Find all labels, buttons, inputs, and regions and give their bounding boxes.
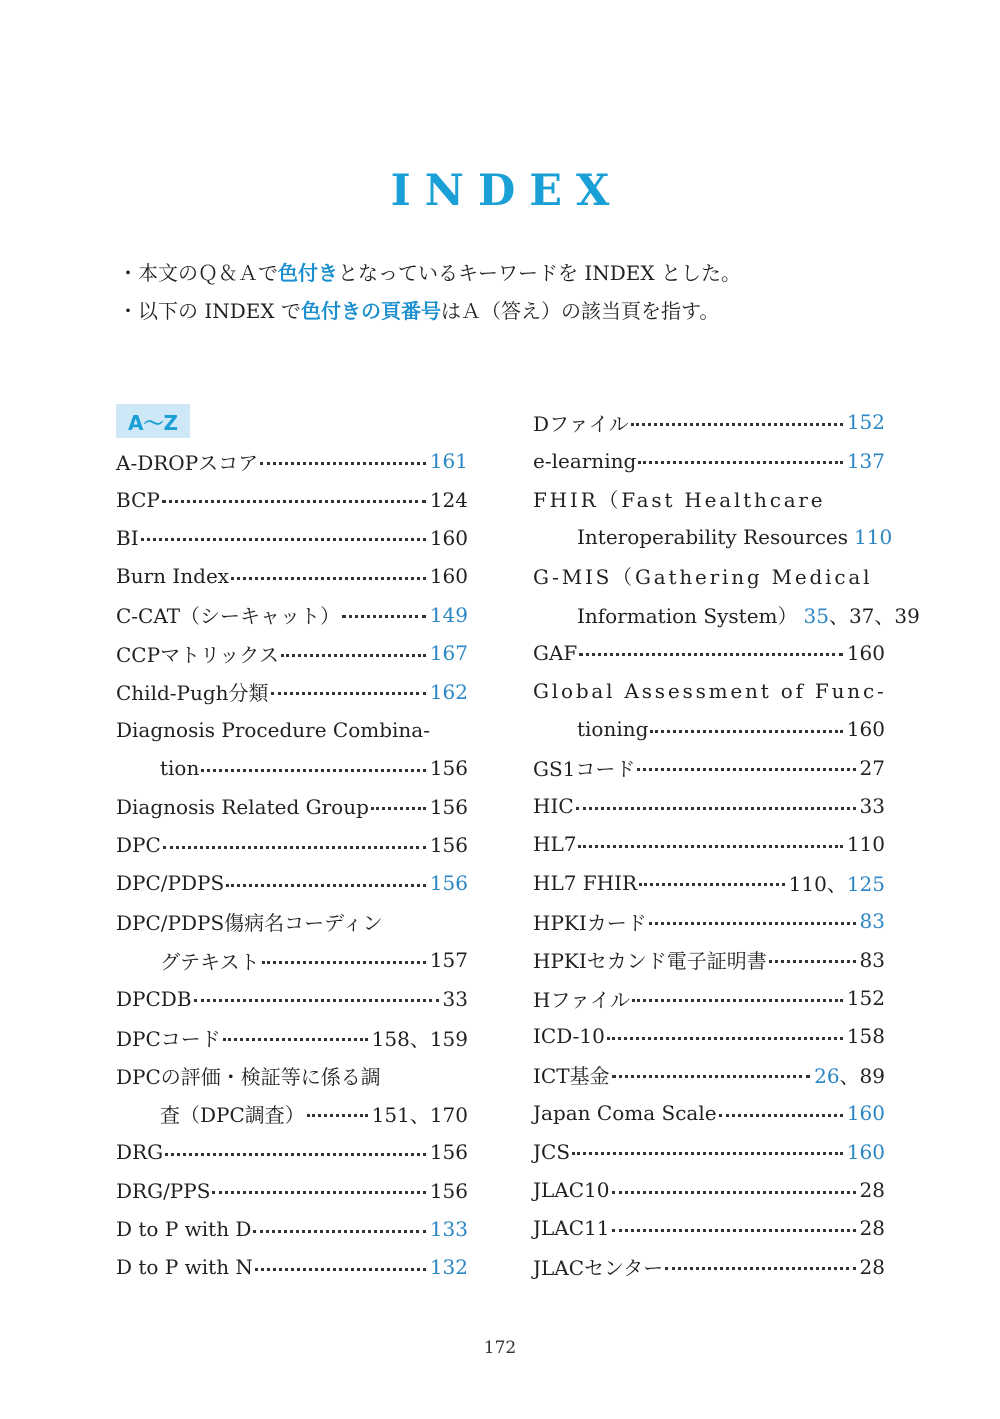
page-ref: 152 (846, 986, 885, 1011)
page-ref: 89 (859, 1064, 885, 1089)
index-term: BCP (116, 487, 160, 512)
page-ref: 110 (788, 872, 827, 897)
page-separator: 、 (409, 1026, 430, 1051)
answer-page-number: 132 (429, 1255, 468, 1280)
page-ref: 158 (846, 1024, 885, 1049)
index-entry (533, 902, 885, 940)
index-pages (430, 488, 468, 512)
intro-line-1 (118, 254, 741, 292)
page-ref: 157 (429, 948, 468, 973)
leader-dots (231, 577, 426, 580)
index-pages (430, 526, 468, 550)
index-entry (116, 903, 468, 941)
index-entry (116, 442, 468, 480)
intro-highlight-text: 色付きの頁番号 (301, 299, 441, 323)
leader-dots (226, 884, 426, 887)
answer-page-number: 110 (854, 525, 893, 550)
page-separator: 、 (409, 1103, 430, 1128)
index-term: DPC/PDPS (116, 871, 225, 896)
index-entry (533, 787, 885, 825)
leader-dots (639, 883, 785, 886)
index-pages (804, 600, 920, 629)
index-entry (533, 1209, 885, 1247)
page-ref: 110 (846, 832, 885, 857)
section-label-a-z: A～Z (116, 404, 190, 438)
index-pages (847, 1140, 885, 1164)
page-ref: 170 (429, 1103, 468, 1128)
index-entry (116, 749, 468, 787)
leader-dots (631, 423, 843, 426)
index-entry (533, 825, 885, 863)
index-term: GAF (533, 640, 578, 665)
index-term: JLAC11 (533, 1216, 610, 1241)
page-ref: 33 (859, 794, 885, 819)
index-term: HPKIカード (533, 910, 647, 935)
page-ref: 160 (846, 717, 885, 742)
answer-page-number: 133 (429, 1217, 468, 1241)
page-number: 172 (483, 1338, 517, 1358)
page-separator: 、 (874, 603, 895, 628)
index-entry (116, 826, 468, 864)
leader-dots (665, 1267, 855, 1270)
leader-dots (162, 500, 426, 503)
page-ref: 159 (429, 1026, 468, 1051)
index-pages (860, 756, 885, 780)
index-term: 査（DPC調査） (160, 1103, 305, 1128)
answer-page-number: 137 (846, 448, 885, 473)
index-entry (533, 979, 885, 1017)
answer-page-number: 83 (859, 909, 885, 934)
page-ref: 160 (429, 525, 468, 550)
index-pages (430, 795, 468, 819)
index-term: DRG (116, 1140, 164, 1165)
answer-page-number: 160 (846, 1139, 885, 1164)
page-ref: 83 (859, 947, 885, 972)
leader-dots (253, 1230, 425, 1233)
page-ref: 28 (859, 1254, 885, 1279)
page-ref: 27 (859, 755, 885, 780)
index-entry (533, 672, 885, 710)
page-ref: 39 (894, 603, 920, 628)
index-term: HL7 FHIR (533, 870, 638, 895)
index-pages (372, 1099, 468, 1128)
index-pages (847, 717, 885, 741)
index-term: Burn Index (116, 564, 230, 589)
index-entry (116, 634, 468, 672)
index-entry (533, 1094, 885, 1132)
index-pages (430, 1217, 468, 1241)
page-ref: 33 (442, 986, 468, 1011)
index-term: tioning (577, 717, 649, 742)
index-term: Diagnosis Procedure Combina- (116, 717, 430, 742)
index-pages (847, 449, 885, 473)
index-entry (116, 1133, 468, 1171)
intro-text: ・以下の INDEX で (118, 299, 301, 323)
index-pages (860, 794, 885, 818)
index-pages (847, 1024, 885, 1048)
index-term: Child-Pugh分類 (116, 681, 269, 706)
index-pages (430, 756, 468, 780)
leader-dots (371, 807, 426, 810)
index-term: BI (116, 525, 139, 550)
index-pages (847, 410, 885, 434)
index-term: JLACセンター (533, 1256, 664, 1281)
index-pages (430, 603, 468, 627)
index-term: ICD-10 (533, 1024, 605, 1049)
index-term: Information System） (577, 603, 798, 628)
index-term: Japan Coma Scale (533, 1101, 717, 1126)
index-pages (847, 1101, 885, 1125)
index-pages (860, 909, 885, 933)
index-pages (847, 832, 885, 856)
index-pages (814, 1060, 885, 1089)
index-entry (533, 864, 885, 902)
leader-dots (165, 1153, 426, 1156)
leader-dots (281, 654, 426, 657)
leader-dots (163, 846, 426, 849)
page-ref: 156 (429, 833, 468, 858)
leader-dots (649, 922, 856, 925)
answer-page-number: 149 (429, 602, 468, 627)
index-term: JCS (533, 1139, 571, 1164)
index-entry (116, 1171, 468, 1209)
index-entry (116, 557, 468, 595)
leader-dots (255, 1268, 426, 1271)
page-ref: 158 (371, 1026, 410, 1051)
answer-page-number: 125 (846, 872, 885, 897)
index-term: GS1コード (533, 757, 636, 782)
index-pages (860, 1216, 885, 1240)
answer-page-number: 167 (429, 641, 468, 666)
index-entry (533, 1248, 885, 1286)
leader-dots (271, 692, 426, 695)
page-title: INDEX (390, 166, 624, 216)
leader-dots (141, 538, 426, 541)
page-ref: 160 (846, 640, 885, 665)
index-term: Hファイル (533, 987, 631, 1012)
leader-dots (212, 1191, 425, 1194)
index-entry (533, 441, 885, 479)
page-separator: 、 (826, 872, 847, 897)
page-ref: 151 (371, 1103, 410, 1128)
index-term: DPCの評価・検証等に係る調 (116, 1064, 381, 1089)
page-ref: 160 (429, 564, 468, 589)
page-ref: 37 (848, 603, 875, 628)
index-entry (116, 864, 468, 902)
index-entry (533, 749, 885, 787)
index-entry (533, 480, 885, 518)
leader-dots (262, 961, 426, 964)
leader-dots (223, 1038, 368, 1041)
index-entry (533, 1171, 885, 1209)
index-term: DPC/PDPS傷病名コーディン (116, 911, 383, 936)
index-entry (116, 480, 468, 518)
index-pages (430, 1140, 468, 1164)
index-column-left (116, 442, 468, 1287)
intro-notes (118, 254, 741, 330)
page-ref: 28 (859, 1216, 885, 1241)
index-entry (116, 672, 468, 710)
index-term: C-CAT（シーキャット） (116, 604, 341, 629)
index-term: グテキスト (160, 949, 260, 974)
page-ref: 28 (859, 1178, 885, 1202)
leader-dots (638, 461, 843, 464)
index-entry (116, 979, 468, 1017)
index-entry (116, 1056, 468, 1094)
page-ref: 124 (429, 487, 468, 512)
index-pages (789, 868, 885, 897)
index-pages (860, 948, 885, 972)
intro-highlight-text: 色付き (278, 261, 338, 285)
index-term: DPCコード (116, 1026, 221, 1051)
leader-dots (719, 1114, 843, 1117)
leader-dots (632, 999, 843, 1002)
index-entry (533, 518, 893, 556)
index-term: e-learning (533, 448, 637, 473)
answer-page-number: 156 (429, 871, 468, 896)
index-pages (847, 641, 885, 665)
leader-dots (194, 999, 439, 1002)
index-entry (116, 1248, 468, 1286)
index-entry (116, 788, 468, 826)
leader-dots (576, 807, 856, 810)
index-pages (430, 1179, 468, 1203)
index-entry (533, 1132, 885, 1170)
index-column-right (533, 403, 920, 1286)
index-entry (116, 1018, 468, 1056)
leader-dots (307, 1114, 368, 1117)
index-pages (430, 564, 468, 588)
page-separator: 、 (828, 603, 849, 628)
index-entry (533, 1056, 885, 1094)
index-pages (430, 833, 468, 857)
index-term: CCPマトリックス (116, 642, 280, 667)
index-term: Interoperability Resources (577, 525, 849, 550)
index-entry (116, 711, 468, 749)
intro-text: ・本文のＱ＆Ａで (118, 261, 278, 285)
index-pages (847, 986, 885, 1010)
index-term: DRG/PPS (116, 1178, 211, 1203)
index-term: Global Assessment of Func- (533, 678, 887, 703)
page-ref: 156 (429, 1140, 468, 1165)
index-term: A-DROPスコア (116, 450, 259, 475)
leader-dots (607, 1037, 843, 1040)
index-entry (533, 1017, 885, 1055)
page-ref: 156 (429, 794, 468, 819)
index-term: ICT基金 (533, 1064, 610, 1089)
page-ref: 156 (429, 756, 468, 781)
index-entry (116, 519, 468, 557)
index-term: Dファイル (533, 411, 629, 436)
index-entry (533, 557, 885, 595)
answer-page-number: 26 (814, 1064, 840, 1089)
index-entry (116, 596, 468, 634)
index-entry (533, 633, 885, 671)
answer-page-number: 161 (429, 449, 468, 474)
leader-dots (769, 960, 856, 963)
answer-page-number: 162 (429, 679, 468, 704)
index-pages (430, 871, 468, 895)
index-pages (443, 987, 468, 1011)
index-entry (533, 403, 885, 441)
index-term: JLAC10 (533, 1178, 610, 1202)
index-term: HIC (533, 794, 574, 819)
index-term: HL7 (533, 832, 577, 857)
index-pages (430, 1255, 468, 1279)
page-separator: 、 (839, 1064, 860, 1089)
index-term: DPC (116, 833, 161, 858)
page-ref: 156 (429, 1178, 468, 1203)
index-entry (533, 940, 885, 978)
leader-dots (650, 730, 842, 733)
index-term: tion (160, 756, 200, 781)
index-pages (430, 641, 468, 665)
index-entry (116, 1095, 468, 1133)
index-term: DPCDB (116, 986, 192, 1011)
index-term: Diagnosis Related Group (116, 794, 369, 819)
leader-dots (572, 1152, 843, 1155)
index-pages (372, 1023, 468, 1052)
intro-line-2 (118, 292, 741, 330)
leader-dots (260, 462, 426, 465)
index-pages (860, 1178, 885, 1202)
index-term: D to P with N (116, 1255, 253, 1280)
index-entry (533, 710, 885, 748)
leader-dots (612, 1191, 856, 1194)
index-pages (860, 1255, 885, 1279)
index-term: HPKIセカンド電子証明書 (533, 949, 767, 974)
leader-dots (637, 768, 855, 771)
leader-dots (201, 769, 425, 772)
answer-page-number: 152 (846, 410, 885, 435)
index-term: D to P with D (116, 1217, 252, 1241)
leader-dots (578, 845, 842, 848)
index-pages (854, 525, 892, 549)
leader-dots (612, 1229, 856, 1232)
answer-page-number: 160 (846, 1101, 885, 1126)
leader-dots (612, 1075, 811, 1078)
index-term: G-MIS（Gathering Medical (533, 565, 873, 590)
intro-text: となっているキーワードを INDEX とした。 (338, 261, 741, 285)
index-pages (430, 449, 468, 473)
intro-text: はＡ（答え）の該当頁を指す。 (441, 299, 720, 323)
leader-dots (579, 653, 843, 656)
answer-page-number: 35 (803, 603, 829, 628)
index-entry (116, 1210, 468, 1248)
leader-dots (342, 615, 426, 618)
index-pages (430, 948, 468, 972)
index-pages (430, 680, 468, 704)
index-term: FHIR（Fast Healthcare (533, 488, 826, 513)
index-entry (116, 941, 468, 979)
index-entry (533, 595, 920, 633)
